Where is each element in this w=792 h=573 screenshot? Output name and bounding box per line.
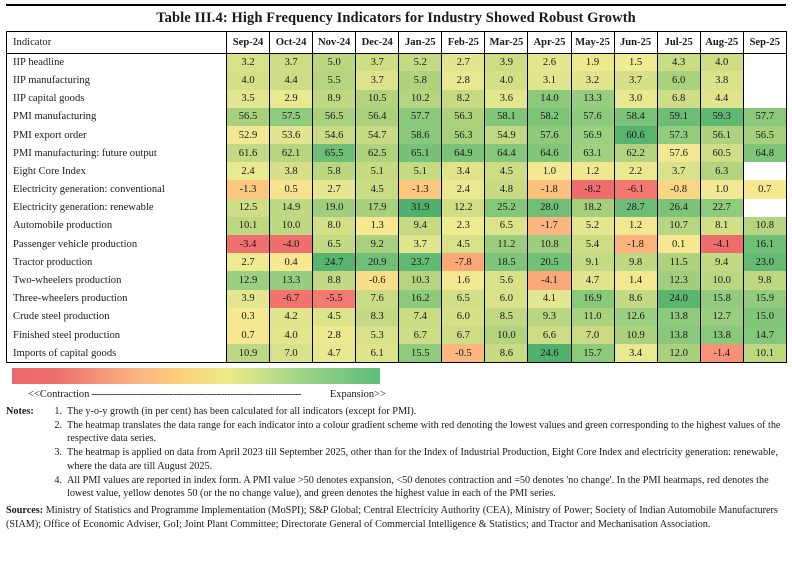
data-cell: 2.6 [528, 53, 571, 71]
data-cell: 1.5 [614, 53, 657, 71]
data-cell: 10.0 [270, 217, 313, 235]
data-cell: 15.7 [571, 344, 614, 362]
data-cell: 1.6 [442, 271, 485, 289]
data-cell: 14.9 [270, 199, 313, 217]
data-cell: 58.6 [399, 126, 442, 144]
data-cell: 63.1 [571, 144, 614, 162]
column-header-sep-25: Sep-25 [743, 31, 786, 53]
column-header-oct-24: Oct-24 [270, 31, 313, 53]
table-row [7, 162, 787, 180]
data-cell: 2.7 [227, 253, 270, 271]
data-cell: 1.2 [571, 162, 614, 180]
data-cell: 5.0 [313, 53, 356, 71]
data-cell: 61.6 [227, 144, 270, 162]
data-cell [743, 53, 786, 71]
data-cell: 12.0 [657, 344, 700, 362]
row-indicator-label: Finished steel production [7, 326, 227, 344]
data-cell: 0.1 [657, 235, 700, 253]
notes-label: Notes: [6, 405, 34, 417]
data-cell: 1.0 [528, 162, 571, 180]
data-cell: 12.2 [442, 199, 485, 217]
data-cell: 12.7 [700, 308, 743, 326]
data-cell: 2.9 [270, 90, 313, 108]
data-cell: 59.3 [700, 108, 743, 126]
data-cell: 2.8 [313, 326, 356, 344]
data-cell [743, 90, 786, 108]
data-cell: 1.2 [614, 217, 657, 235]
data-cell: 15.9 [743, 290, 786, 308]
data-cell: 10.2 [399, 90, 442, 108]
data-cell: -1.7 [528, 217, 571, 235]
data-cell: 1.3 [356, 217, 399, 235]
column-header-apr-25: Apr-25 [528, 31, 571, 53]
data-cell: 4.5 [313, 308, 356, 326]
data-cell: 3.2 [227, 53, 270, 71]
column-header-jun-25: Jun-25 [614, 31, 657, 53]
data-cell: 64.6 [528, 144, 571, 162]
table-row [7, 217, 787, 235]
data-cell: 18.5 [485, 253, 528, 271]
data-cell: 24.0 [657, 290, 700, 308]
table-row [7, 271, 787, 289]
data-cell: 4.0 [227, 71, 270, 89]
table-header [7, 31, 787, 53]
data-cell: 2.3 [442, 217, 485, 235]
data-cell: 5.8 [399, 71, 442, 89]
data-cell: -3.4 [227, 235, 270, 253]
data-cell: 10.9 [227, 344, 270, 362]
data-cell: 4.4 [270, 71, 313, 89]
data-cell: 2.4 [227, 162, 270, 180]
row-indicator-label: Imports of capital goods [7, 344, 227, 362]
data-cell: 19.0 [313, 199, 356, 217]
data-cell: 56.1 [700, 126, 743, 144]
data-cell: 3.9 [227, 290, 270, 308]
data-cell: -0.8 [657, 180, 700, 198]
table-page [0, 4, 792, 573]
row-indicator-label: Eight Core Index [7, 162, 227, 180]
data-cell: 6.0 [657, 71, 700, 89]
table-row [7, 308, 787, 326]
data-cell: 3.4 [442, 162, 485, 180]
data-cell: 4.2 [270, 308, 313, 326]
data-cell: 56.5 [313, 108, 356, 126]
sources-section [6, 504, 784, 531]
data-cell: 7.6 [356, 290, 399, 308]
data-cell: -4.1 [528, 271, 571, 289]
data-cell: 4.7 [313, 344, 356, 362]
table-row [7, 126, 787, 144]
data-cell: 23.0 [743, 253, 786, 271]
data-cell: 1.4 [614, 271, 657, 289]
data-cell: 16.9 [571, 290, 614, 308]
data-cell: 65.1 [399, 144, 442, 162]
table-body [7, 53, 787, 362]
data-cell: 57.6 [571, 108, 614, 126]
data-cell: 13.3 [571, 90, 614, 108]
note-text: The heatmap translates the data range for each indicator into a colour gradient scheme with red denoting the lowest values and green corresponding to the highest values of the respective data series. [67, 419, 781, 445]
data-cell: 3.8 [270, 162, 313, 180]
column-header-dec-24: Dec-24 [356, 31, 399, 53]
data-cell: 4.8 [485, 180, 528, 198]
column-header-may-25: May-25 [571, 31, 614, 53]
heatmap-legend [6, 368, 786, 386]
data-cell: 2.7 [313, 180, 356, 198]
data-cell: 57.7 [399, 108, 442, 126]
data-cell: 4.0 [700, 53, 743, 71]
data-cell: 57.3 [657, 126, 700, 144]
data-cell: 5.3 [356, 326, 399, 344]
row-indicator-label: Tractor production [7, 253, 227, 271]
data-cell: 65.5 [313, 144, 356, 162]
data-cell: 10.8 [528, 235, 571, 253]
data-cell: 60.5 [700, 144, 743, 162]
data-cell: 9.4 [700, 253, 743, 271]
data-cell: 60.6 [614, 126, 657, 144]
data-cell: 8.3 [356, 308, 399, 326]
data-cell: 8.5 [485, 308, 528, 326]
data-cell: 4.5 [485, 162, 528, 180]
data-cell: 25.2 [485, 199, 528, 217]
data-cell: 6.5 [485, 217, 528, 235]
data-cell: 0.3 [227, 308, 270, 326]
data-cell: 10.3 [399, 271, 442, 289]
data-cell: 10.5 [356, 90, 399, 108]
sources-text: Ministry of Statistics and Programme Implementation (MoSPI); S&P Global; Central Electricity Authority (CEA), Ministry of Power; Society of Indian Automobile Manufacturers (SIAM); Office of Economic Adviser, GoI; Joint Plant Committee; Directorate General of Commercial Intelligence & Statistics; and Tractor and Mechanisation Association. [6, 505, 778, 530]
data-cell: 2.4 [442, 180, 485, 198]
data-cell: 14.7 [743, 326, 786, 344]
data-cell: 6.3 [700, 162, 743, 180]
data-cell: 12.9 [227, 271, 270, 289]
data-cell: 56.5 [227, 108, 270, 126]
data-cell: 3.5 [227, 90, 270, 108]
data-cell: 6.7 [442, 326, 485, 344]
data-cell: -0.5 [442, 344, 485, 362]
data-cell: -0.6 [356, 271, 399, 289]
data-cell: -1.3 [399, 180, 442, 198]
data-cell: 57.7 [743, 108, 786, 126]
data-cell: 6.6 [528, 326, 571, 344]
column-header-nov-24: Nov-24 [313, 31, 356, 53]
data-cell: 24.7 [313, 253, 356, 271]
data-cell: 59.1 [657, 108, 700, 126]
data-cell: 64.9 [442, 144, 485, 162]
data-cell: 5.8 [313, 162, 356, 180]
data-cell: 11.5 [657, 253, 700, 271]
note-text: The heatmap is applied on data from April 2023 till September 2025, other than for the Index of Industrial Production, Eight Core Index and electricity generation: renewable, where the data are till August 2025. [67, 447, 778, 472]
data-cell: 13.3 [270, 271, 313, 289]
data-cell: 2.8 [442, 71, 485, 89]
data-cell: 16.2 [399, 290, 442, 308]
data-cell: 0.4 [270, 253, 313, 271]
data-cell: 3.8 [700, 71, 743, 89]
note-number: 2. [54, 419, 62, 431]
data-cell: 31.9 [399, 199, 442, 217]
data-cell: 4.4 [700, 90, 743, 108]
row-indicator-label: IIP manufacturing [7, 71, 227, 89]
table-row [7, 144, 787, 162]
data-cell: 3.7 [614, 71, 657, 89]
data-cell: 10.7 [657, 217, 700, 235]
data-cell: 8.1 [700, 217, 743, 235]
data-cell: 56.3 [442, 108, 485, 126]
data-cell: 6.8 [657, 90, 700, 108]
data-cell: 64.8 [743, 144, 786, 162]
row-indicator-label: Passenger vehicle production [7, 235, 227, 253]
notes-list [50, 405, 784, 501]
data-cell: 62.1 [270, 144, 313, 162]
data-cell: 20.9 [356, 253, 399, 271]
data-cell: 57.5 [270, 108, 313, 126]
data-cell: 3.6 [485, 90, 528, 108]
data-cell: 54.7 [356, 126, 399, 144]
data-cell: 10.1 [227, 217, 270, 235]
data-cell: 3.9 [485, 53, 528, 71]
row-indicator-label: IIP capital goods [7, 90, 227, 108]
data-cell: 58.4 [614, 108, 657, 126]
data-cell: 2.7 [442, 53, 485, 71]
note-number: 1. [54, 405, 62, 417]
data-cell: 23.7 [399, 253, 442, 271]
data-cell: 56.9 [571, 126, 614, 144]
page-title: Table III.4: High Frequency Indicators for Industry Showed Robust Growth [156, 10, 636, 26]
table-row [7, 53, 787, 71]
data-cell: 9.2 [356, 235, 399, 253]
table-row [7, 199, 787, 217]
data-cell: 8.8 [313, 271, 356, 289]
data-cell: 1.0 [700, 180, 743, 198]
data-cell: 62.2 [614, 144, 657, 162]
data-cell: 6.5 [313, 235, 356, 253]
row-indicator-label: PMI export order [7, 126, 227, 144]
data-cell: 5.6 [485, 271, 528, 289]
legend-caption [6, 389, 786, 400]
note-item [50, 419, 784, 446]
data-cell: 4.0 [270, 326, 313, 344]
data-cell: 8.6 [485, 344, 528, 362]
data-cell: 4.5 [356, 180, 399, 198]
data-cell: 4.3 [657, 53, 700, 71]
data-cell: 12.5 [227, 199, 270, 217]
data-cell: -6.7 [270, 290, 313, 308]
data-cell: 12.6 [614, 308, 657, 326]
data-cell: 0.7 [743, 180, 786, 198]
data-cell: 5.5 [313, 71, 356, 89]
table-row [7, 180, 787, 198]
data-cell: 8.0 [313, 217, 356, 235]
row-indicator-label: Electricity generation: conventional [7, 180, 227, 198]
data-cell: 62.5 [356, 144, 399, 162]
data-cell: -5.5 [313, 290, 356, 308]
table-row [7, 90, 787, 108]
column-header-aug-25: Aug-25 [700, 31, 743, 53]
column-header-indicator: Indicator [7, 31, 227, 53]
data-cell: 57.6 [528, 126, 571, 144]
table-row [7, 253, 787, 271]
data-cell: -8.2 [571, 180, 614, 198]
data-cell: 0.5 [270, 180, 313, 198]
data-cell: 3.7 [356, 53, 399, 71]
data-cell: 5.2 [571, 217, 614, 235]
note-number: 4. [54, 474, 62, 486]
data-cell: 10.0 [700, 271, 743, 289]
data-cell: 11.0 [571, 308, 614, 326]
data-cell: 8.2 [442, 90, 485, 108]
data-cell: 9.1 [571, 253, 614, 271]
sources-label: Sources: [6, 505, 44, 517]
data-cell: -7.8 [442, 253, 485, 271]
data-cell: 1.9 [571, 53, 614, 71]
data-cell: 3.2 [571, 71, 614, 89]
data-cell: 13.8 [657, 308, 700, 326]
data-cell: 4.7 [571, 271, 614, 289]
note-item [50, 474, 784, 501]
data-cell: 2.2 [614, 162, 657, 180]
row-indicator-label: PMI manufacturing [7, 108, 227, 126]
column-header-jul-25: Jul-25 [657, 31, 700, 53]
data-cell: 10.8 [743, 217, 786, 235]
data-cell: 15.0 [743, 308, 786, 326]
data-cell: -6.1 [614, 180, 657, 198]
data-cell: 0.7 [227, 326, 270, 344]
row-indicator-label: PMI manufacturing: future output [7, 144, 227, 162]
data-cell: 4.5 [442, 235, 485, 253]
data-cell: 3.7 [657, 162, 700, 180]
note-item [50, 405, 784, 419]
data-cell: 3.7 [270, 53, 313, 71]
table-row [7, 71, 787, 89]
data-cell: 5.1 [399, 162, 442, 180]
data-cell: 6.0 [442, 308, 485, 326]
data-cell: 5.2 [399, 53, 442, 71]
data-cell [743, 199, 786, 217]
high-frequency-indicators-table [6, 31, 787, 363]
note-text: The y-o-y growth (in per cent) has been calculated for all indicators (except for PMI). [67, 405, 417, 417]
column-header-jan-25: Jan-25 [399, 31, 442, 53]
legend-dashes: -------------------------------------------------------------------------- [91, 388, 301, 400]
data-cell: 58.2 [528, 108, 571, 126]
table-row [7, 235, 787, 253]
data-cell: 20.5 [528, 253, 571, 271]
table-row [7, 290, 787, 308]
data-cell: 3.4 [614, 344, 657, 362]
data-cell: 56.5 [743, 126, 786, 144]
data-cell: 58.1 [485, 108, 528, 126]
data-cell: 26.4 [657, 199, 700, 217]
data-cell: 54.6 [313, 126, 356, 144]
data-cell: 54.9 [485, 126, 528, 144]
data-cell: 57.6 [657, 144, 700, 162]
data-cell: 56.4 [356, 108, 399, 126]
column-header-sep-24: Sep-24 [227, 31, 270, 53]
data-cell: -1.4 [700, 344, 743, 362]
notes-section [6, 405, 784, 501]
data-cell: 22.7 [700, 199, 743, 217]
data-cell: 4.0 [485, 71, 528, 89]
data-cell: -1.8 [528, 180, 571, 198]
data-cell: 8.6 [614, 290, 657, 308]
data-cell: 17.9 [356, 199, 399, 217]
data-cell: 5.1 [356, 162, 399, 180]
data-cell: 10.0 [485, 326, 528, 344]
data-cell: 15.5 [399, 344, 442, 362]
data-cell: 3.7 [356, 71, 399, 89]
data-cell: 28.7 [614, 199, 657, 217]
data-cell: 9.4 [399, 217, 442, 235]
data-cell: 6.5 [442, 290, 485, 308]
row-indicator-label: Automobile production [7, 217, 227, 235]
note-text: All PMI values are reported in index form. A PMI value >50 denotes expansion, <50 denotes contraction and =50 denotes 'no change'. In the PMI heatmaps, red denotes the lowest value, yellow denotes 50 (or the no change value), and green denotes the highest value in each of the PMI series. [67, 474, 769, 500]
row-indicator-label: Electricity generation: renewable [7, 199, 227, 217]
note-item [50, 446, 784, 473]
data-cell: 52.9 [227, 126, 270, 144]
data-cell: -4.0 [270, 235, 313, 253]
data-cell [743, 162, 786, 180]
data-cell: 28.0 [528, 199, 571, 217]
data-cell: 12.3 [657, 271, 700, 289]
column-header-mar-25: Mar-25 [485, 31, 528, 53]
data-cell: 11.2 [485, 235, 528, 253]
data-cell: 56.3 [442, 126, 485, 144]
table-row [7, 326, 787, 344]
legend-expansion-label: Expansion>> [329, 388, 386, 400]
table-row [7, 108, 787, 126]
data-cell: 6.1 [356, 344, 399, 362]
data-cell: -1.8 [614, 235, 657, 253]
data-cell: 10.9 [614, 326, 657, 344]
data-cell: -1.3 [227, 180, 270, 198]
row-indicator-label: Crude steel production [7, 308, 227, 326]
row-indicator-label: IIP headline [7, 53, 227, 71]
data-cell: 64.4 [485, 144, 528, 162]
data-cell: 3.0 [614, 90, 657, 108]
data-cell: 24.6 [528, 344, 571, 362]
data-cell: 3.1 [528, 71, 571, 89]
data-cell: 9.8 [743, 271, 786, 289]
data-cell: 10.1 [743, 344, 786, 362]
note-number: 3. [54, 447, 62, 459]
legend-gradient-bar [12, 368, 380, 384]
table-header-row [7, 31, 787, 53]
data-cell: 8.9 [313, 90, 356, 108]
data-cell: 13.8 [700, 326, 743, 344]
table-row [7, 344, 787, 362]
data-cell: 53.6 [270, 126, 313, 144]
data-cell: 3.7 [399, 235, 442, 253]
data-cell: 7.0 [571, 326, 614, 344]
data-cell: 5.4 [571, 235, 614, 253]
data-cell: 7.4 [399, 308, 442, 326]
data-cell: 15.8 [700, 290, 743, 308]
row-indicator-label: Three-wheelers production [7, 290, 227, 308]
data-cell [743, 71, 786, 89]
data-cell: 18.2 [571, 199, 614, 217]
data-cell: 6.7 [399, 326, 442, 344]
row-indicator-label: Two-wheelers production [7, 271, 227, 289]
data-cell: 7.0 [270, 344, 313, 362]
legend-contraction-label: <<Contraction [28, 388, 90, 400]
data-cell: 9.3 [528, 308, 571, 326]
data-cell: 13.8 [657, 326, 700, 344]
column-header-feb-25: Feb-25 [442, 31, 485, 53]
data-cell: 16.1 [743, 235, 786, 253]
data-cell: 9.8 [614, 253, 657, 271]
data-cell: 4.1 [528, 290, 571, 308]
data-cell: 6.0 [485, 290, 528, 308]
data-cell: 14.0 [528, 90, 571, 108]
data-cell: -4.1 [700, 235, 743, 253]
